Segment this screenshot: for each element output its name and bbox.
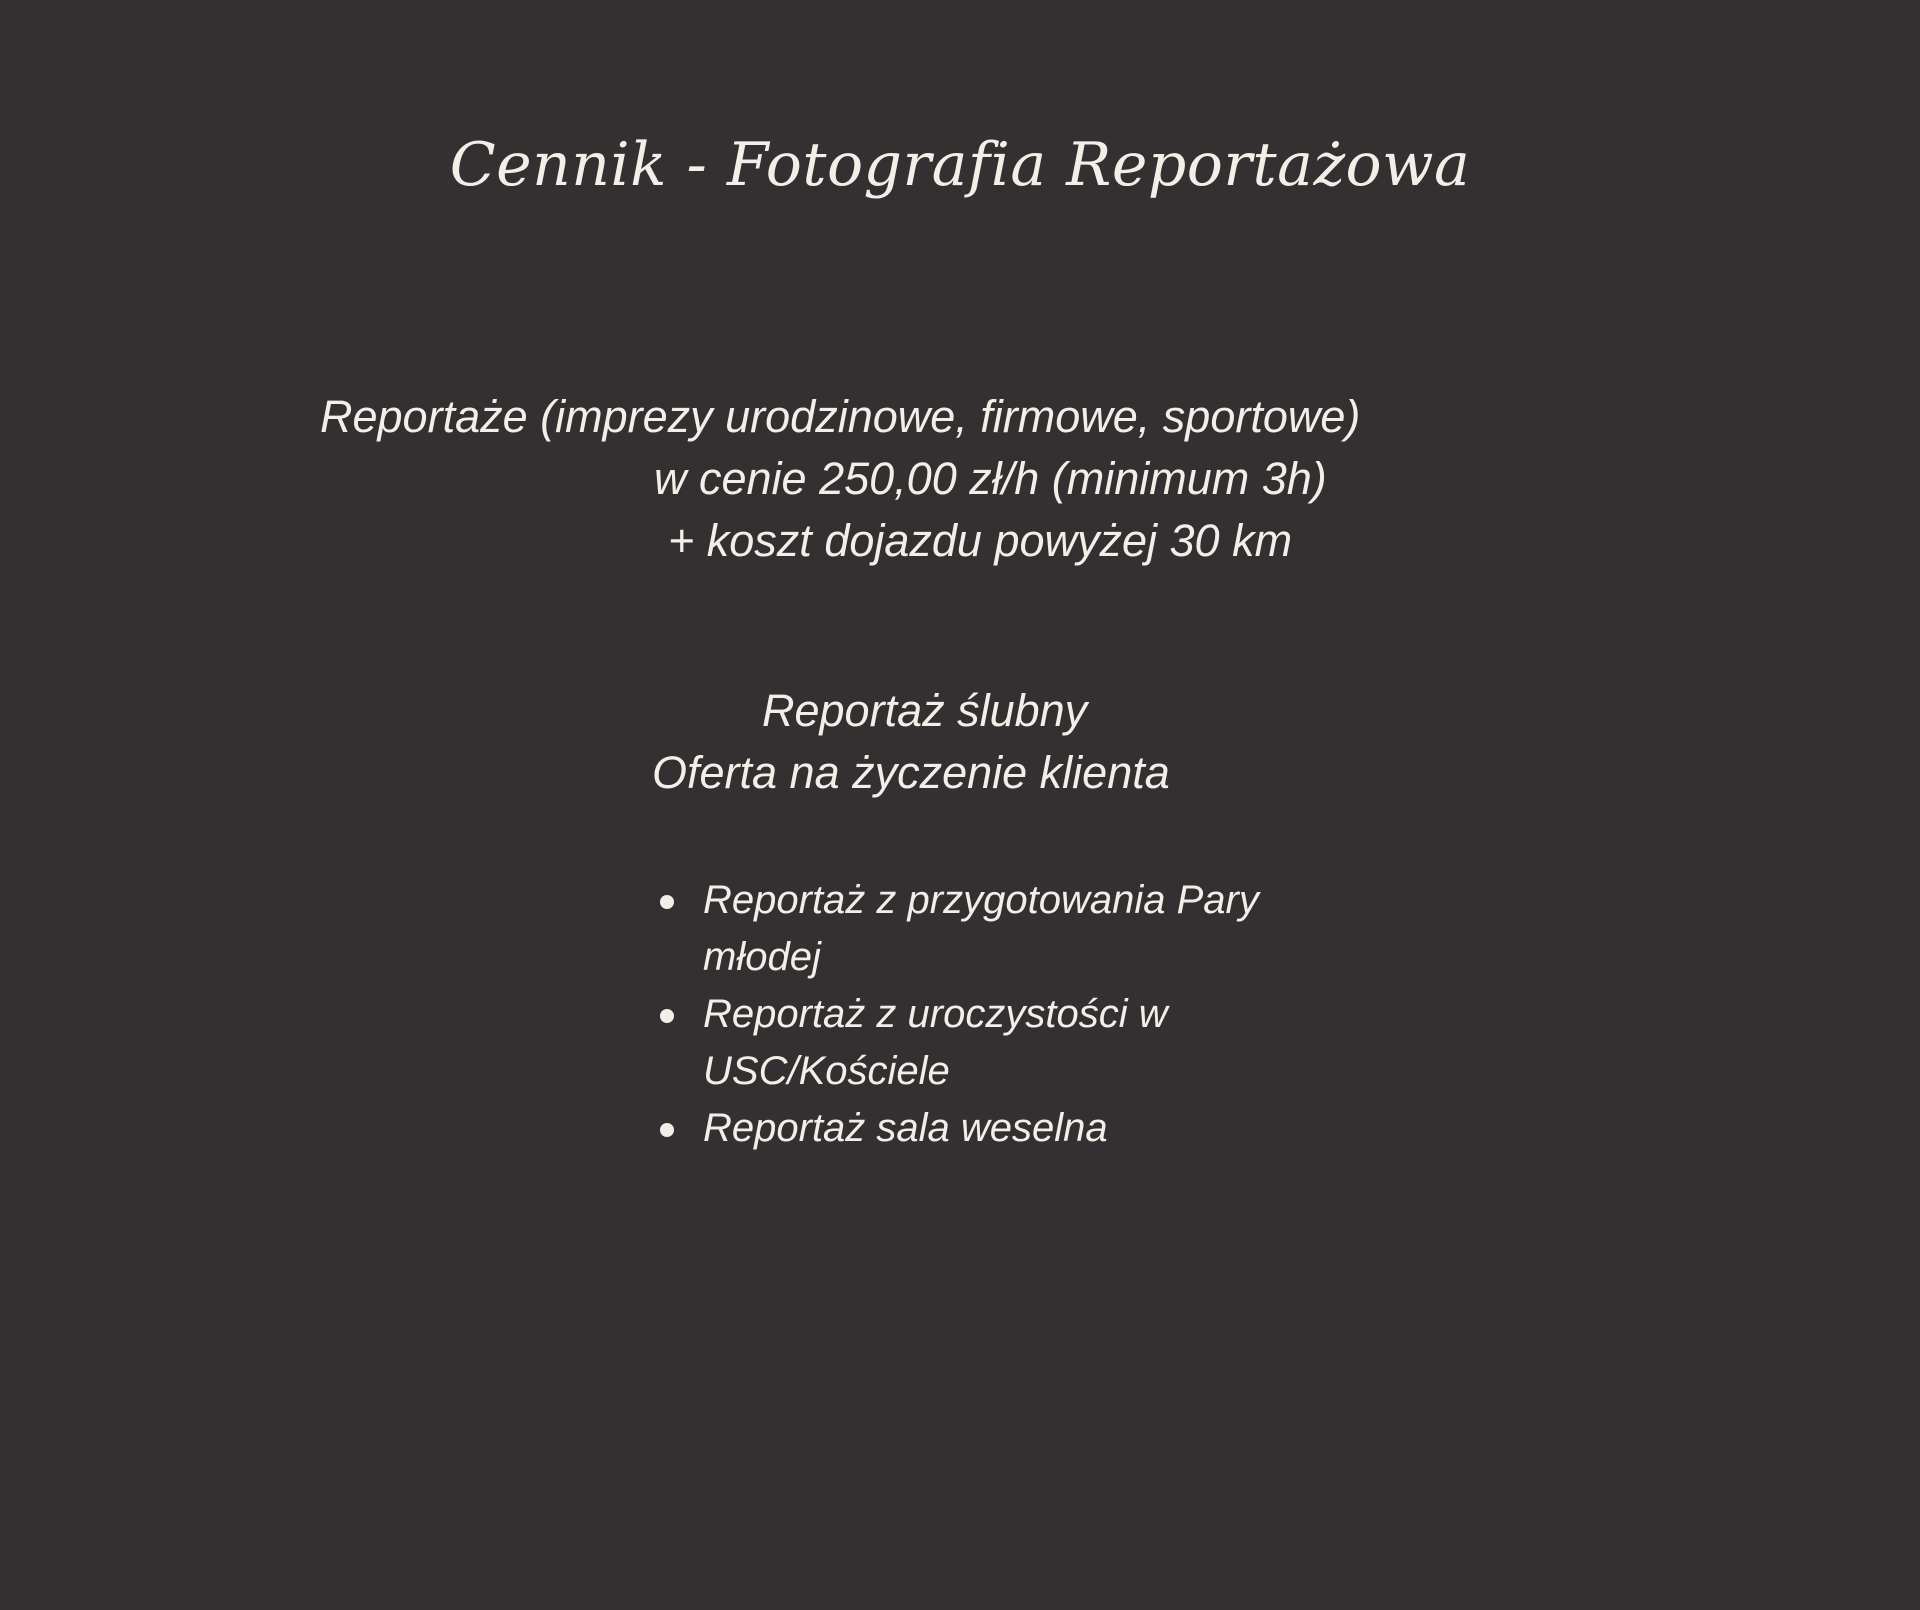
- list-item: [660, 1100, 1313, 1157]
- list-item-label: Reportaż z przygotowania Pary młodej: [703, 878, 1259, 979]
- page-title: Cennik - Fotografia Reportażowa: [449, 130, 1471, 200]
- list-item-label: Reportaż z uroczystości w USC/Kościele: [703, 992, 1168, 1093]
- list-item: [660, 872, 1313, 986]
- list-item: [660, 986, 1313, 1100]
- event-reportage-description: Reportaże (imprezy urodzinowe, firmowe, sportowe): [320, 391, 1361, 442]
- wedding-reportage-heading: Reportaż ślubny: [762, 685, 1088, 736]
- list-item-label: Reportaż sala weselna: [703, 1106, 1108, 1150]
- bullet-icon: [660, 1009, 674, 1023]
- travel-cost-note: + koszt dojazdu powyżej 30 km: [668, 515, 1293, 566]
- bullet-icon: [660, 895, 674, 909]
- wedding-offer-note: Oferta na życzenie klienta: [652, 747, 1170, 798]
- event-reportage-price: w cenie 250,00 zł/h (minimum 3h): [654, 453, 1327, 504]
- wedding-services-list: [660, 872, 1380, 1157]
- bullet-icon: [660, 1123, 674, 1137]
